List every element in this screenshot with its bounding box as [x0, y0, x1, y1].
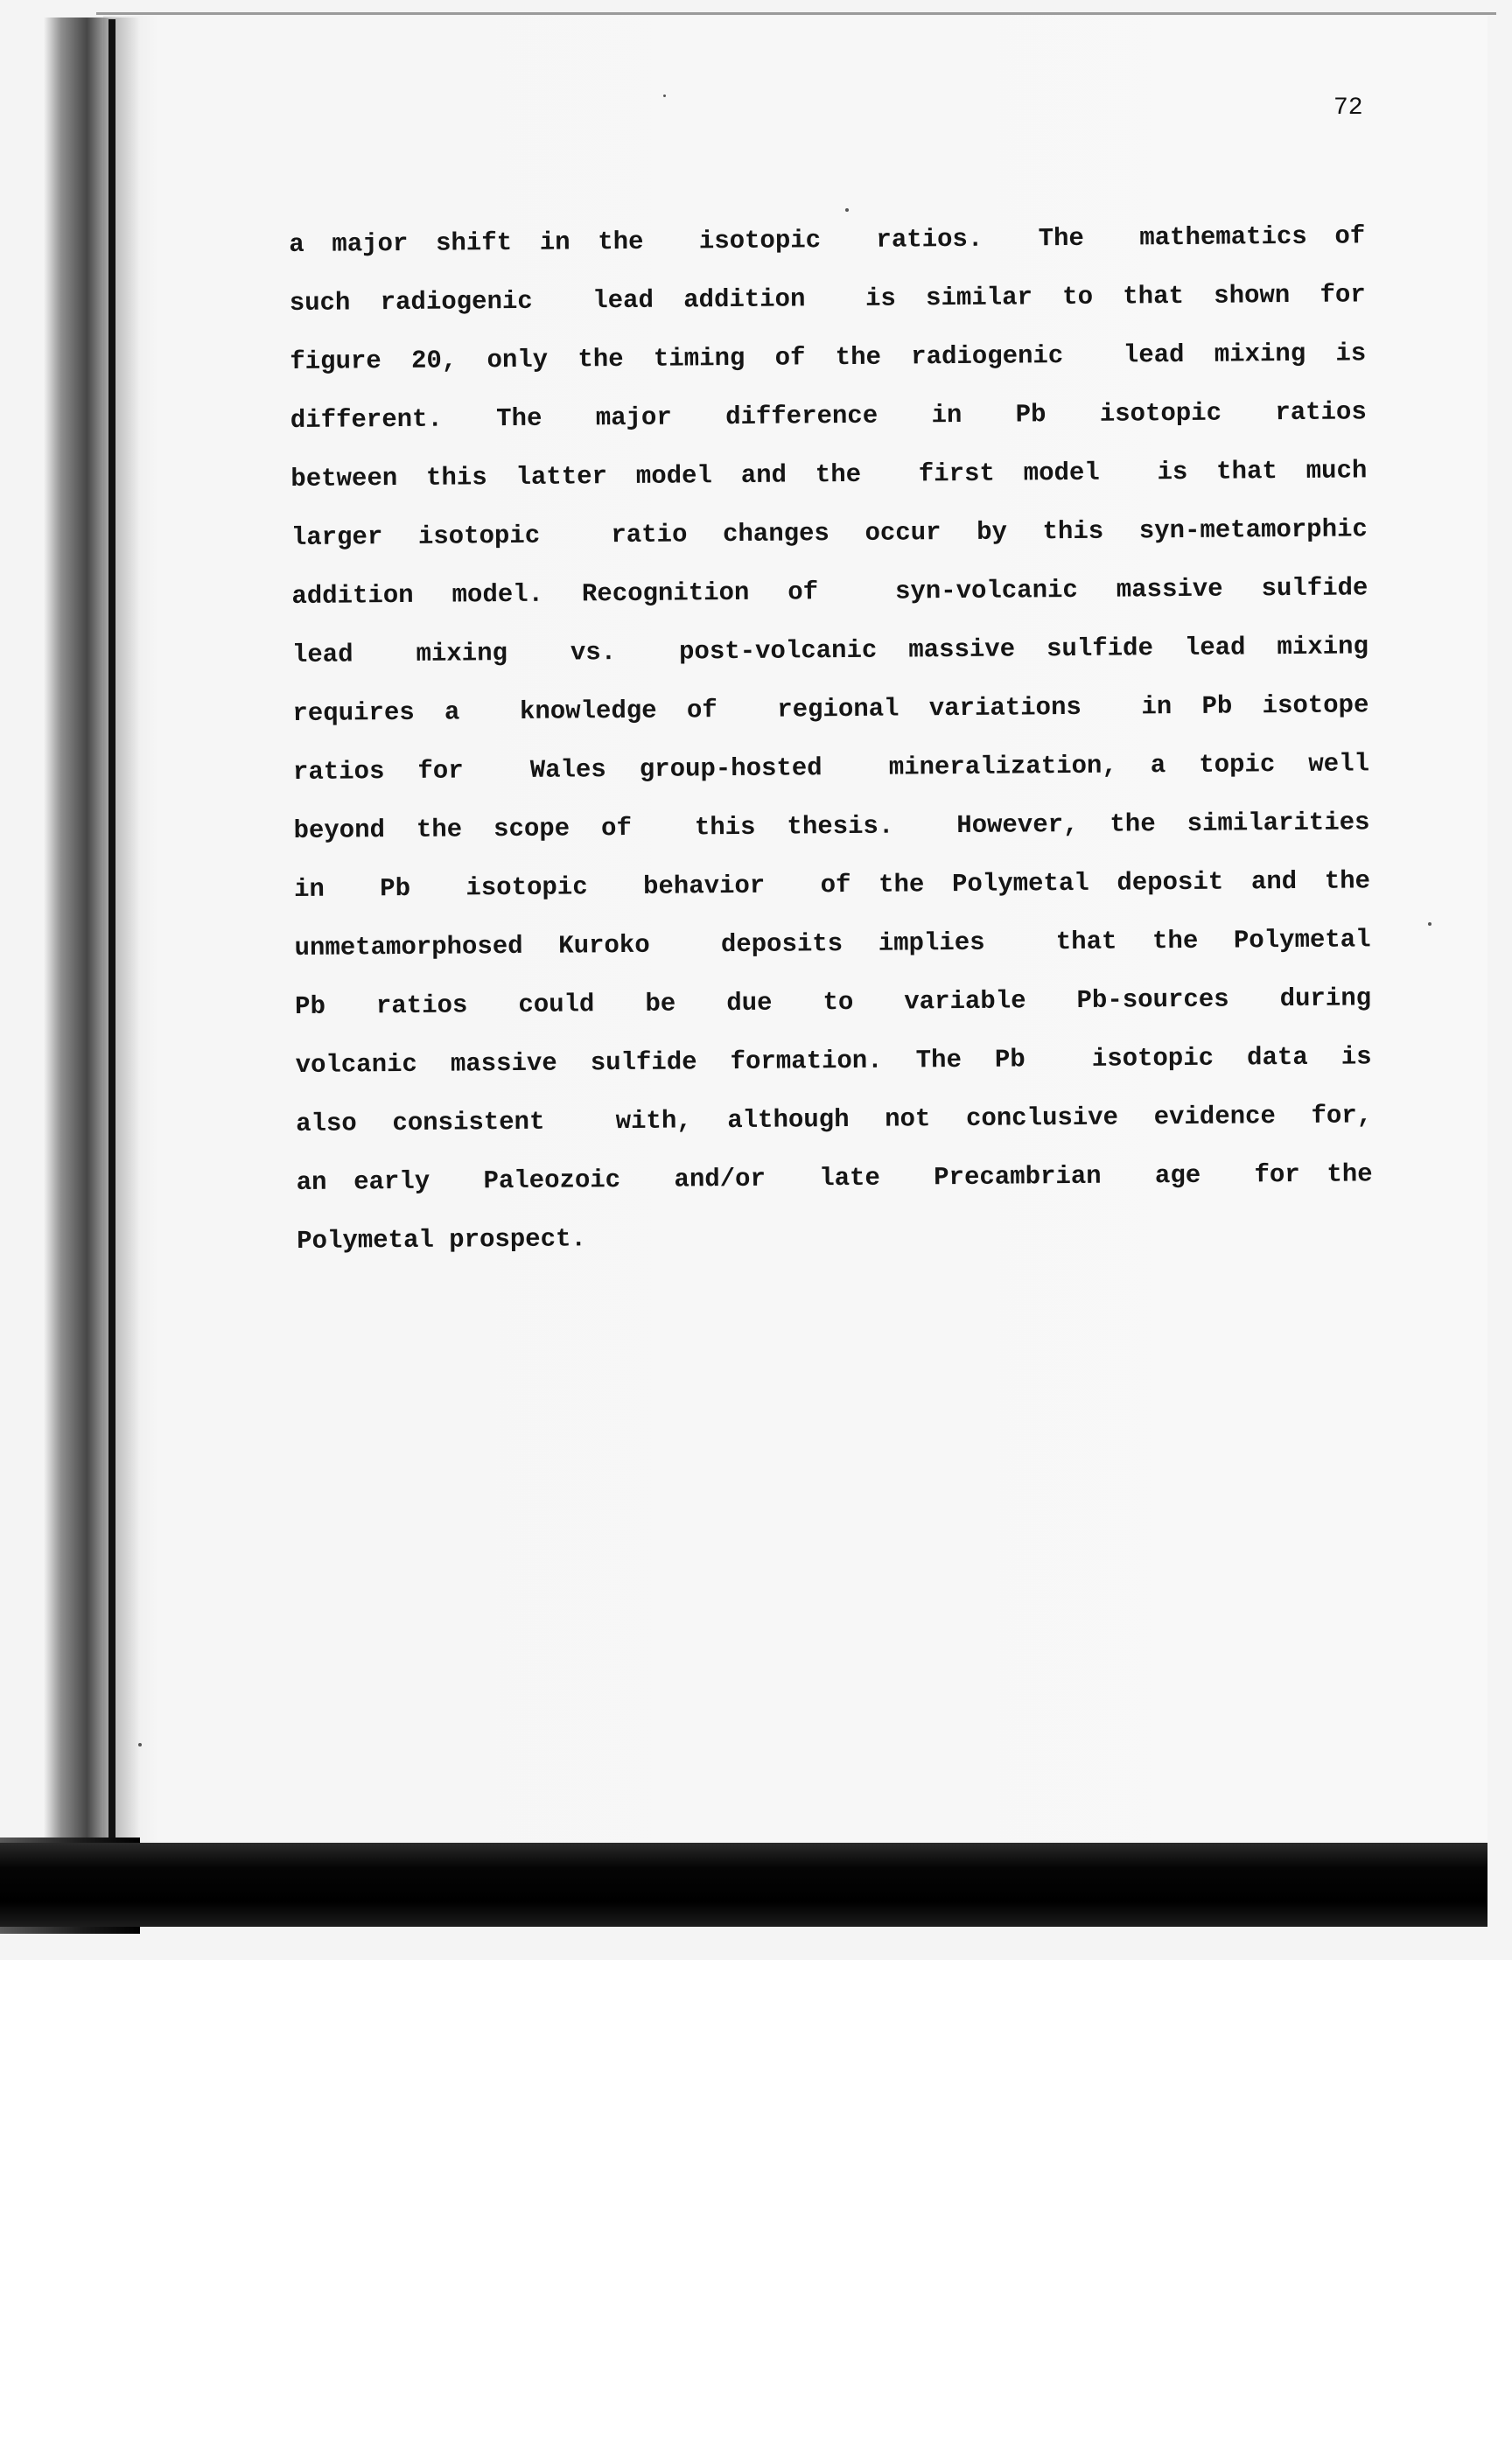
text-line: volcanic massive sulfide formation. The Pb isotopic data is [295, 1042, 1372, 1080]
text-line: lead mixing vs. post-volcanic massive sulfide lead mixing [291, 632, 1369, 669]
text-line: in Pb isotopic behavior of the Polymetal deposit and the [293, 866, 1371, 904]
text-line: figure 20, only the timing of the radiogenic lead mixing is [290, 339, 1367, 376]
scan-speck [663, 94, 666, 97]
text-line: Polymetal prospect. [297, 1224, 586, 1256]
scan-speck [1428, 922, 1432, 926]
text-line: an early Paleozoic and/or late Precambrian age for the [296, 1159, 1373, 1197]
text-line: beyond the scope of this thesis. However, the similarities [293, 808, 1370, 845]
top-edge [96, 12, 1496, 15]
text-line: addition model. Recognition of syn-volcanic massive sulfide [291, 573, 1368, 611]
text-line: larger isotopic ratio changes occur by this syn-metamorphic [290, 514, 1368, 552]
text-line: ratios for Wales group-hosted mineralization, a topic well [292, 749, 1370, 787]
bottom-scan-border [0, 1843, 1488, 1927]
body-paragraph [289, 206, 1373, 1270]
page-number: 72 [1334, 94, 1363, 122]
text-line: requires a knowledge of regional variations in Pb isotope [292, 690, 1369, 728]
text-line: unmetamorphosed Kuroko deposits implies that the Polymetal [294, 925, 1371, 962]
scan-speck [845, 208, 849, 212]
text-line: Pb ratios could be due to variable Pb-sources during [294, 984, 1372, 1021]
text-line: a major shift in the isotopic ratios. The mathematics of [289, 221, 1366, 259]
binding-edge [108, 19, 116, 1848]
text-line: also consistent with, although not conclusive evidence for, [296, 1101, 1373, 1138]
text-line: between this latter model and the first model is that much [290, 456, 1368, 494]
scan-speck [138, 1743, 142, 1746]
binding-shadow [44, 18, 140, 1846]
text-line: different. The major difference in Pb isotopic ratios [290, 397, 1367, 435]
text-line: such radiogenic lead addition is similar to that shown for [289, 280, 1366, 318]
